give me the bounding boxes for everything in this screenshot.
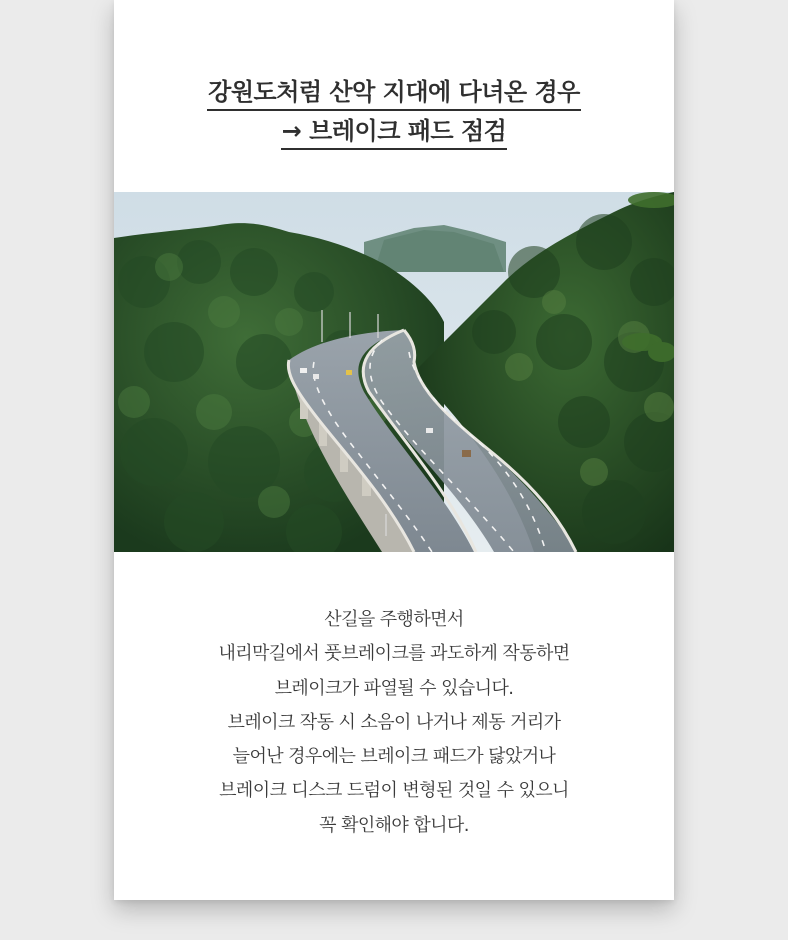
body-line-6: 브레이크 디스크 드럼이 변형된 것일 수 있으니 [219,780,569,802]
content-card [114,0,674,900]
body-line-2: 내리막길에서 풋브레이크를 과도하게 작동하면 [218,643,570,665]
body-line-7: 꼭 확인해야 합니다. [319,814,469,836]
body-line-5: 늘어난 경우에는 브레이크 패드가 닳았거나 [232,746,556,768]
body-line-4: 브레이크 작동 시 소음이 나거나 제동 거리가 [227,711,561,733]
body-line-3: 브레이크가 파열될 수 있습니다. [274,677,514,699]
body-text [114,603,674,843]
headline-line-2: → 브레이크 패드 점검 [281,114,508,150]
body-line-1: 산길을 주행하면서 [324,609,464,630]
headline [114,73,674,151]
mountain-highway-photo [114,192,674,552]
headline-line-1: 강원도처럼 산악 지대에 다녀온 경우 [207,75,581,111]
